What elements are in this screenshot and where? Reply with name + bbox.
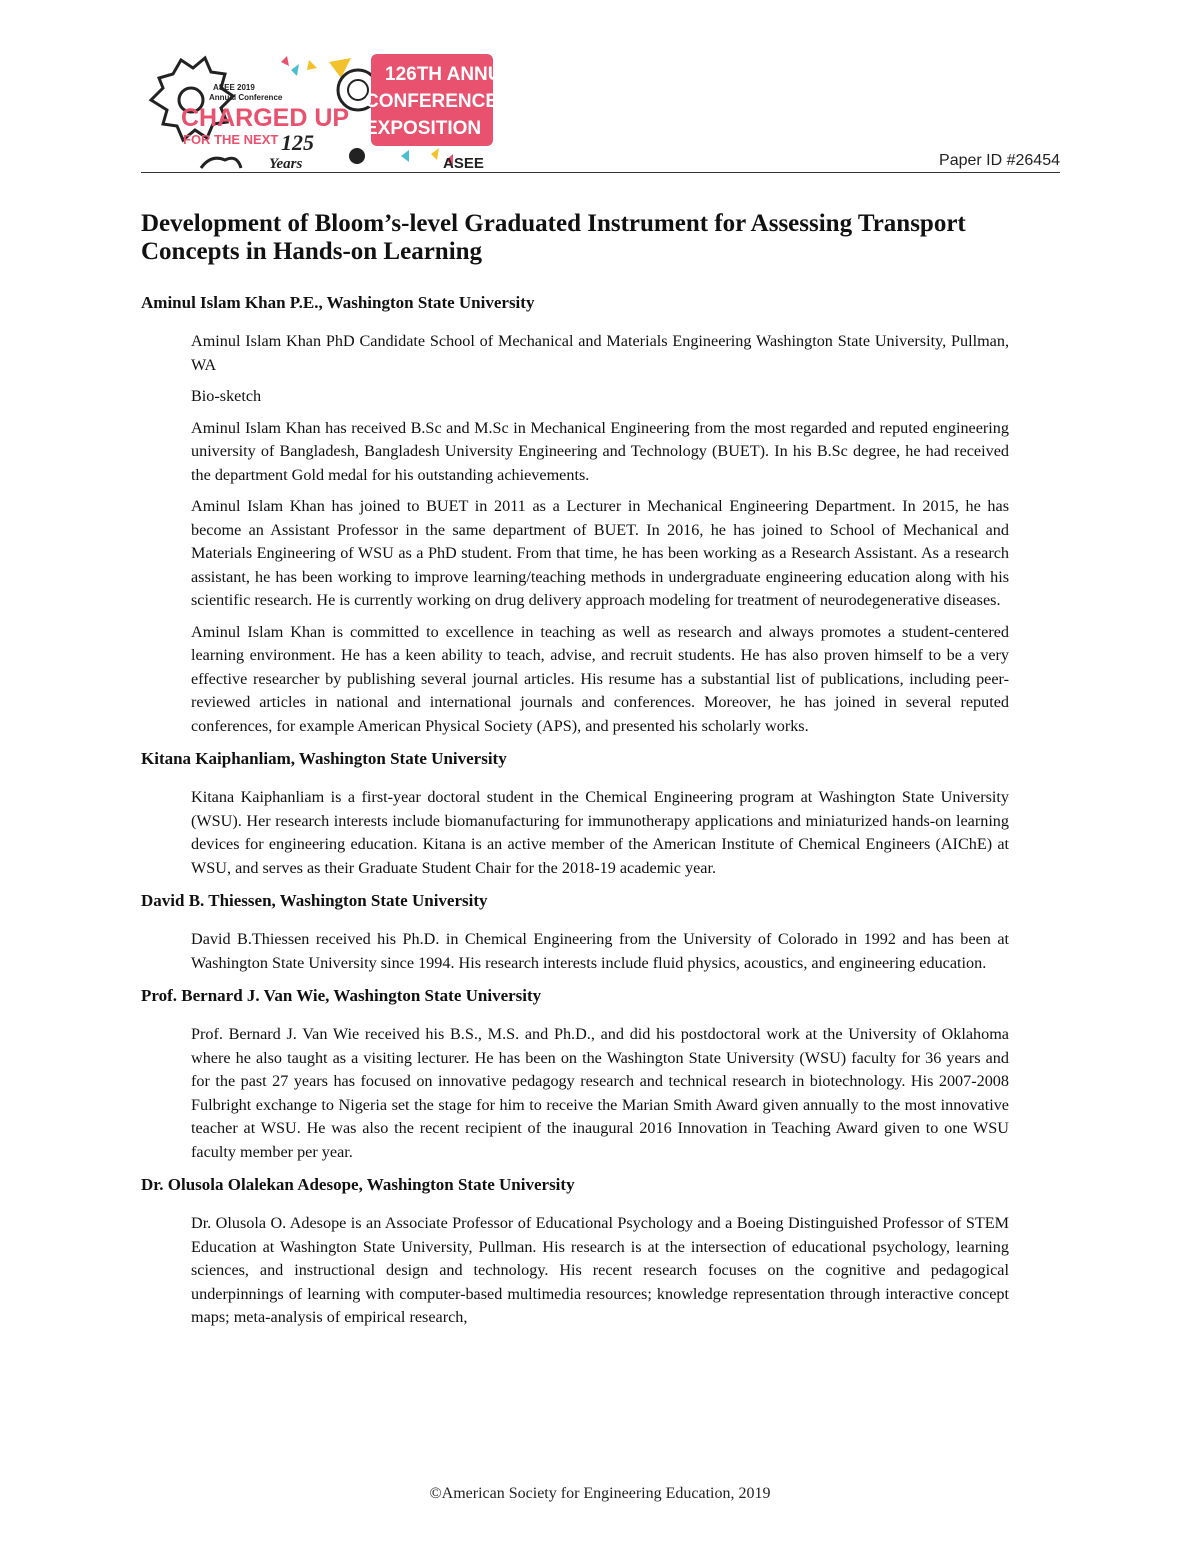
author-name: Dr. Olusola Olalekan Adesope, Washington State University bbox=[141, 1175, 575, 1194]
paper-id: Paper ID #26454 bbox=[939, 152, 1060, 169]
bio-paragraph: Prof. Bernard J. Van Wie received his B.S., M.S. and Ph.D., and did his postdoctoral work at the University of Oklahoma where he also taught as a visiting lecturer. He has been on the Washington State University (WSU) faculty for 36 years and for the past 27 years has focused on innovative pedagogy research and technical research in biotechnology. His 2007-2008 Fulbright exchange to Nigeria set the stage for him to receive the Marian Smith Award given annually to the most innovative teacher at WSU. He was also the recent recipient of the inaugural 2016 Innovation in Teaching Award given to one WSU faculty member per year. bbox=[191, 1025, 1009, 1161]
logo-number: 125 bbox=[281, 130, 314, 155]
author-bio bbox=[191, 786, 1009, 880]
small-gear-icon bbox=[201, 158, 241, 168]
page-header bbox=[141, 40, 1060, 174]
author-bio bbox=[191, 928, 1009, 975]
author-bio bbox=[191, 1023, 1009, 1164]
bio-paragraph: David B.Thiessen received his Ph.D. in Chemical Engineering from the University of Colorado in 1992 and has been at Washington State University since 1994. His research interests include fluid physics, acoustics, and engineering education. bbox=[191, 930, 1009, 972]
copyright-footer: ©American Society for Engineering Education, 2019 bbox=[429, 1485, 771, 1502]
logo-years: Years bbox=[269, 156, 303, 172]
for-the-next: FOR THE NEXT bbox=[183, 132, 279, 147]
author-section bbox=[141, 890, 1060, 975]
author-name: Prof. Bernard J. Van Wie, Washington State University bbox=[141, 986, 542, 1005]
annual-conference: Annual Conference bbox=[209, 93, 283, 102]
author-name: David B. Thiessen, Washington State University bbox=[141, 891, 488, 910]
conference-logo bbox=[141, 50, 527, 174]
author-section bbox=[141, 292, 1060, 738]
conf-line-3: EXPOSITION bbox=[365, 118, 482, 139]
conf-line-1: 126TH ANNUAL bbox=[385, 64, 527, 85]
bio-paragraph: Aminul Islam Khan is committed to excellence in teaching as well as research and always promotes a student-centered learning environment. He has a keen ability to teach, advise, and recruit students. He has also proven himself to be a very effective researcher by publishing several journal articles. His resume has a substantial list of publications, including peer-reviewed articles in national and international journals and conferences. Moreover, he has joined in several reputed conferences, for example American Physical Society (APS), and presented his scholarly works. bbox=[191, 622, 1009, 735]
conf-line-2: CONFERENCE & bbox=[365, 91, 518, 112]
author-section bbox=[141, 1174, 1060, 1330]
bio-paragraph: Aminul Islam Khan PhD Candidate School of Mechanical and Materials Engineering Washington State University, Pullman, WA bbox=[191, 332, 1009, 374]
header-rule bbox=[141, 172, 1060, 173]
author-name: Aminul Islam Khan P.E., Washington State University bbox=[141, 293, 535, 312]
paper-title: Development of Bloom’s-level Graduated Instrument for Assessing Transport Concepts in Hands-on Learning bbox=[141, 210, 966, 265]
asee-wordmark: ASEE bbox=[443, 155, 484, 172]
author-bio bbox=[191, 330, 1009, 738]
bio-paragraph: Kitana Kaiphanliam is a first-year doctoral student in the Chemical Engineering program at Washington State University (WSU). Her research interests include biomanufacturing for immunotherapy applications and miniaturized hands-on learning devices for engineering education. Kitana is an active member of the American Institute of Chemical Engineers (AIChE) at WSU, and serves as their Graduate Student Chair for the 2018-19 academic year. bbox=[191, 788, 1009, 877]
bio-paragraph: Aminul Islam Khan has joined to BUET in 2011 as a Lecturer in Mechanical Engineering Department. In 2015, he has become an Assistant Professor in the same department of BUET. In 2016, he has joined to School of Mechanical and Materials Engineering of WSU as a PhD student. From that time, he has been working as a Research Assistant. As a research assistant, he has been working to improve learning/teaching methods in undergraduate engineering education along with his scientific research. He is currently working on drug delivery approach modeling for treatment of neurodegenerative diseases. bbox=[191, 497, 1009, 609]
author-section bbox=[141, 985, 1060, 1164]
asee-year: ASEE 2019 bbox=[213, 83, 255, 92]
bio-paragraph: Dr. Olusola O. Adesope is an Associate Professor of Educational Psychology and a Boeing Distinguished Professor of STEM Education at Washington State University, Pullman. His research is at the intersection of educational psychology, learning sciences, and instructional design and technology. His recent research focuses on the cognitive and pedagogical underpinnings of learning with computer-based multimedia resources; knowledge representation through interactive concept maps; meta-analysis of empirical research, bbox=[191, 1214, 1009, 1326]
author-bio bbox=[191, 1212, 1009, 1330]
charged-up-text: CHARGED UP bbox=[181, 104, 350, 132]
bio-paragraph: Aminul Islam Khan has received B.Sc and M.Sc in Mechanical Engineering from the most regarded and reputed engineering university of Bangladesh, Bangladesh University Engineering and Technology (BUET). In his B.Sc degree, he had received the department Gold medal for his outstanding achievements. bbox=[191, 418, 1009, 484]
asee-logo-graphic bbox=[141, 50, 527, 174]
author-section bbox=[141, 748, 1060, 880]
bio-paragraph: Bio-sketch bbox=[191, 387, 262, 405]
paper-content bbox=[141, 210, 1060, 1340]
author-name: Kitana Kaiphanliam, Washington State University bbox=[141, 749, 507, 768]
